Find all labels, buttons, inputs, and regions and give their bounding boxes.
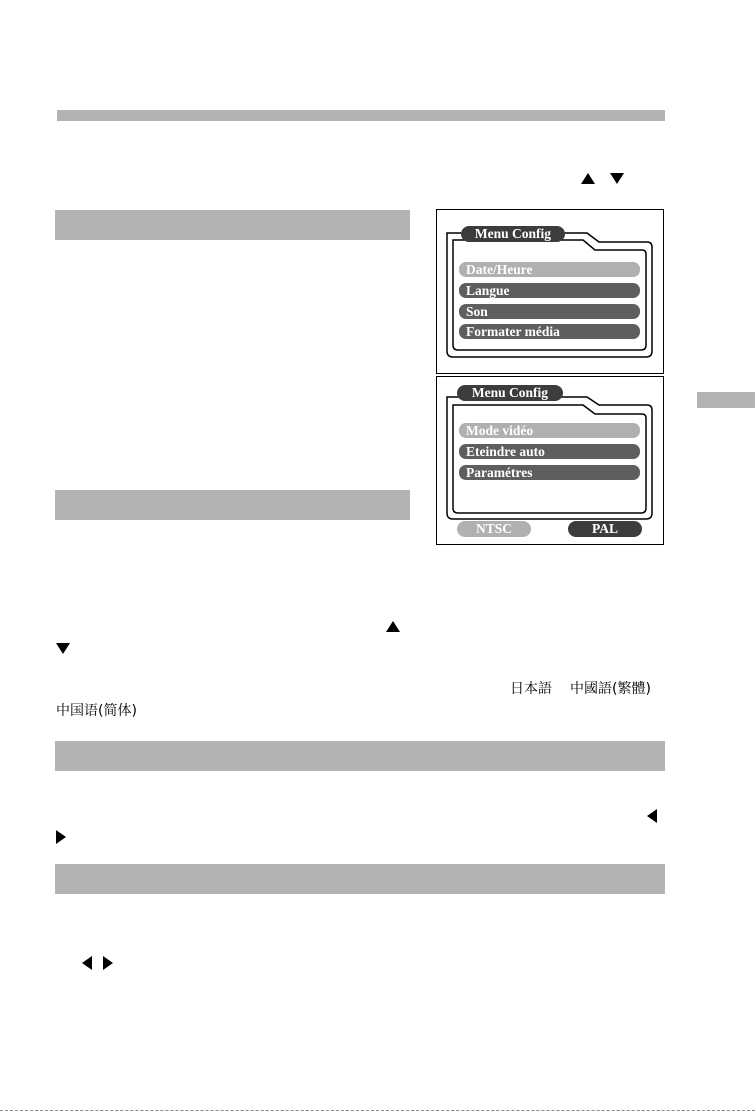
language-chinese-simplified: 中国语(简体) (56, 703, 137, 719)
section-heading-bar-3 (55, 741, 665, 771)
arrow-left-icon (647, 809, 657, 823)
menu-item-mode-video[interactable]: Mode vidéo (459, 423, 640, 438)
menu-item-date-heure[interactable]: Date/Heure (459, 262, 640, 277)
menu-item-son[interactable]: Son (459, 304, 640, 319)
camera-screen-setup-2 (436, 376, 664, 545)
language-japanese: 日本語 (510, 681, 552, 697)
arrow-up-icon (581, 173, 595, 184)
arrow-left-icon (82, 956, 92, 970)
menu-item-formater-media[interactable]: Formater média (459, 324, 640, 339)
menu-item-parametres[interactable]: Paramétres (459, 465, 640, 480)
menu-title-tag: Menu Config (457, 385, 563, 401)
page-bottom-rule (0, 1110, 755, 1111)
section-heading-bar-1 (55, 210, 410, 240)
arrow-down-icon (56, 643, 70, 654)
menu-title-tag: Menu Config (461, 226, 565, 242)
language-chinese-traditional: 中國語(繁體) (570, 681, 651, 697)
screen-frame-graphic (437, 377, 663, 544)
option-pal[interactable]: PAL (568, 521, 642, 537)
option-ntsc[interactable]: NTSC (457, 521, 531, 537)
arrow-right-icon (56, 830, 66, 844)
menu-item-eteindre-auto[interactable]: Eteindre auto (459, 444, 640, 459)
section-heading-bar-4 (55, 864, 665, 894)
side-tab (697, 392, 755, 408)
section-heading-bar-2 (55, 490, 410, 520)
camera-screen-setup-1 (436, 209, 664, 374)
arrow-right-icon (103, 956, 113, 970)
menu-item-langue[interactable]: Langue (459, 283, 640, 298)
arrow-down-icon (610, 173, 624, 184)
page-header-bar (57, 110, 665, 121)
arrow-up-icon (386, 621, 400, 632)
